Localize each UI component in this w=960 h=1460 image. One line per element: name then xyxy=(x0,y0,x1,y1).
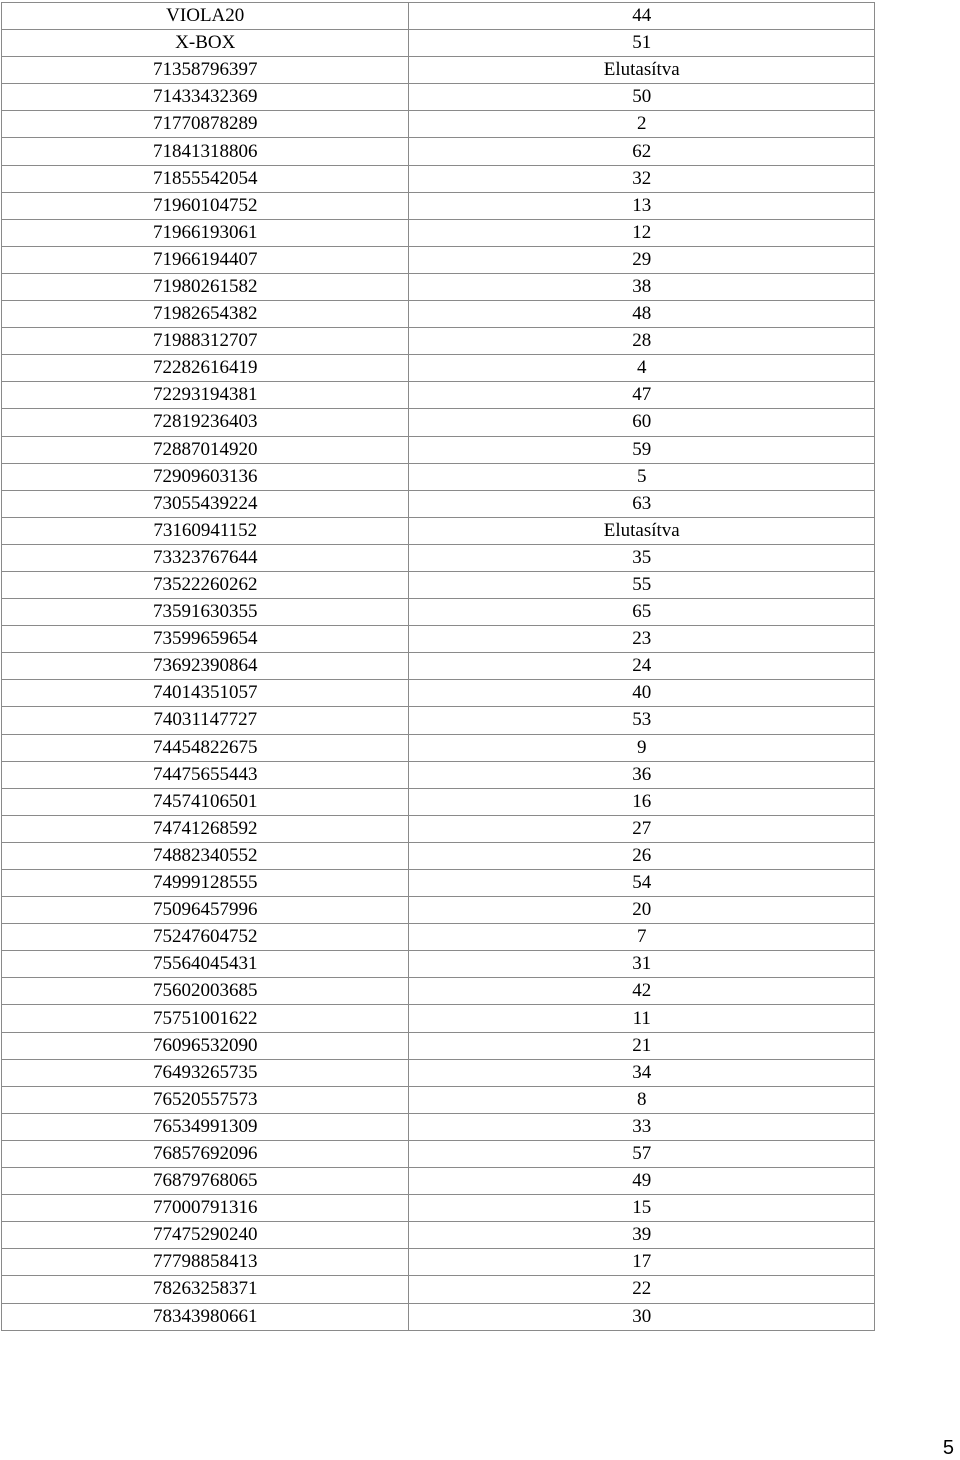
code-cell: 76520557573 xyxy=(2,1086,409,1113)
table-row xyxy=(2,382,875,409)
value-cell: 47 xyxy=(409,382,875,409)
code-cell: 72887014920 xyxy=(2,436,409,463)
table-row xyxy=(2,1168,875,1195)
table-row xyxy=(2,1140,875,1167)
value-cell: 51 xyxy=(409,30,875,57)
value-cell: 54 xyxy=(409,870,875,897)
table-row xyxy=(2,897,875,924)
value-cell: 9 xyxy=(409,734,875,761)
code-cell: 71988312707 xyxy=(2,328,409,355)
value-cell: 57 xyxy=(409,1140,875,1167)
value-cell: 24 xyxy=(409,653,875,680)
code-cell: 75751001622 xyxy=(2,1005,409,1032)
table-row xyxy=(2,653,875,680)
value-cell: 34 xyxy=(409,1059,875,1086)
value-cell: 44 xyxy=(409,3,875,30)
table-row xyxy=(2,626,875,653)
code-cell: 74574106501 xyxy=(2,788,409,815)
value-cell: 22 xyxy=(409,1276,875,1303)
value-cell: 12 xyxy=(409,219,875,246)
value-cell: 26 xyxy=(409,842,875,869)
code-cell: 78343980661 xyxy=(2,1303,409,1330)
table-row xyxy=(2,680,875,707)
code-cell: 71770878289 xyxy=(2,111,409,138)
value-cell: 11 xyxy=(409,1005,875,1032)
table-row xyxy=(2,788,875,815)
table-row xyxy=(2,1086,875,1113)
table-row xyxy=(2,924,875,951)
value-cell: 29 xyxy=(409,246,875,273)
value-cell: 49 xyxy=(409,1168,875,1195)
code-cell: 71980261582 xyxy=(2,273,409,300)
code-cell: 73599659654 xyxy=(2,626,409,653)
table-row xyxy=(2,111,875,138)
data-table xyxy=(1,2,875,1331)
code-cell: 77798858413 xyxy=(2,1249,409,1276)
value-cell: 32 xyxy=(409,165,875,192)
table-row xyxy=(2,463,875,490)
value-cell: 31 xyxy=(409,951,875,978)
table-row xyxy=(2,219,875,246)
value-cell: 48 xyxy=(409,301,875,328)
value-cell: 27 xyxy=(409,815,875,842)
value-cell: 42 xyxy=(409,978,875,1005)
table-row xyxy=(2,273,875,300)
table-row xyxy=(2,84,875,111)
code-cell: 76879768065 xyxy=(2,1168,409,1195)
code-cell: 71841318806 xyxy=(2,138,409,165)
table-row xyxy=(2,409,875,436)
table-row xyxy=(2,138,875,165)
value-cell: 4 xyxy=(409,355,875,382)
code-cell: 73160941152 xyxy=(2,517,409,544)
value-cell: 30 xyxy=(409,1303,875,1330)
code-cell: VIOLA20 xyxy=(2,3,409,30)
table-row xyxy=(2,517,875,544)
code-cell: 77475290240 xyxy=(2,1222,409,1249)
table-row xyxy=(2,1113,875,1140)
value-cell: 16 xyxy=(409,788,875,815)
code-cell: 74475655443 xyxy=(2,761,409,788)
code-cell: 73591630355 xyxy=(2,599,409,626)
value-cell: 17 xyxy=(409,1249,875,1276)
table-row xyxy=(2,165,875,192)
value-cell: 21 xyxy=(409,1032,875,1059)
code-cell: 73055439224 xyxy=(2,490,409,517)
value-cell: 53 xyxy=(409,707,875,734)
table-row xyxy=(2,1222,875,1249)
code-cell: 74031147727 xyxy=(2,707,409,734)
table-row xyxy=(2,870,875,897)
code-cell: 71960104752 xyxy=(2,192,409,219)
table-row xyxy=(2,30,875,57)
code-cell: 74741268592 xyxy=(2,815,409,842)
code-cell: 72282616419 xyxy=(2,355,409,382)
code-cell: 75096457996 xyxy=(2,897,409,924)
code-cell: 72293194381 xyxy=(2,382,409,409)
value-cell: 36 xyxy=(409,761,875,788)
table-row xyxy=(2,1005,875,1032)
table-row xyxy=(2,355,875,382)
table-row xyxy=(2,490,875,517)
value-cell: 50 xyxy=(409,84,875,111)
code-cell: 73323767644 xyxy=(2,544,409,571)
code-cell: 71966193061 xyxy=(2,219,409,246)
code-cell: 71433432369 xyxy=(2,84,409,111)
code-cell: 77000791316 xyxy=(2,1195,409,1222)
code-cell: 75602003685 xyxy=(2,978,409,1005)
table-row xyxy=(2,978,875,1005)
table-row xyxy=(2,951,875,978)
code-cell: 71358796397 xyxy=(2,57,409,84)
value-cell: 8 xyxy=(409,1086,875,1113)
value-cell: 28 xyxy=(409,328,875,355)
value-cell: 2 xyxy=(409,111,875,138)
table-row xyxy=(2,3,875,30)
value-cell: 40 xyxy=(409,680,875,707)
code-cell: 73692390864 xyxy=(2,653,409,680)
table-row xyxy=(2,301,875,328)
value-cell: 39 xyxy=(409,1222,875,1249)
code-cell: 76857692096 xyxy=(2,1140,409,1167)
table-row xyxy=(2,1249,875,1276)
table-body xyxy=(2,3,875,1331)
table-row xyxy=(2,761,875,788)
table-row xyxy=(2,328,875,355)
code-cell: 74454822675 xyxy=(2,734,409,761)
code-cell: 73522260262 xyxy=(2,571,409,598)
value-cell: 13 xyxy=(409,192,875,219)
table-row xyxy=(2,842,875,869)
table-row xyxy=(2,1276,875,1303)
table-row xyxy=(2,1059,875,1086)
table-row xyxy=(2,1303,875,1330)
table-row xyxy=(2,571,875,598)
code-cell: 71982654382 xyxy=(2,301,409,328)
table-row xyxy=(2,734,875,761)
code-cell: 78263258371 xyxy=(2,1276,409,1303)
value-cell: 15 xyxy=(409,1195,875,1222)
table-row xyxy=(2,544,875,571)
value-cell: 65 xyxy=(409,599,875,626)
code-cell: 76534991309 xyxy=(2,1113,409,1140)
code-cell: X-BOX xyxy=(2,30,409,57)
code-cell: 71966194407 xyxy=(2,246,409,273)
value-cell: Elutasítva xyxy=(409,57,875,84)
value-cell: 35 xyxy=(409,544,875,571)
table-row xyxy=(2,1032,875,1059)
code-cell: 76493265735 xyxy=(2,1059,409,1086)
code-cell: 72819236403 xyxy=(2,409,409,436)
table-row xyxy=(2,707,875,734)
table-row xyxy=(2,57,875,84)
value-cell: 38 xyxy=(409,273,875,300)
code-cell: 74882340552 xyxy=(2,842,409,869)
code-cell: 75564045431 xyxy=(2,951,409,978)
code-cell: 71855542054 xyxy=(2,165,409,192)
value-cell: 23 xyxy=(409,626,875,653)
value-cell: 60 xyxy=(409,409,875,436)
value-cell: 55 xyxy=(409,571,875,598)
value-cell: 5 xyxy=(409,463,875,490)
value-cell: 62 xyxy=(409,138,875,165)
table-row xyxy=(2,599,875,626)
value-cell: 7 xyxy=(409,924,875,951)
value-cell: 20 xyxy=(409,897,875,924)
table-row xyxy=(2,1195,875,1222)
code-cell: 76096532090 xyxy=(2,1032,409,1059)
table-row xyxy=(2,436,875,463)
value-cell: Elutasítva xyxy=(409,517,875,544)
table-row xyxy=(2,246,875,273)
code-cell: 75247604752 xyxy=(2,924,409,951)
code-cell: 72909603136 xyxy=(2,463,409,490)
table-row xyxy=(2,815,875,842)
value-cell: 63 xyxy=(409,490,875,517)
code-cell: 74014351057 xyxy=(2,680,409,707)
page-number: 5 xyxy=(942,1437,954,1459)
table-row xyxy=(2,192,875,219)
code-cell: 74999128555 xyxy=(2,870,409,897)
value-cell: 33 xyxy=(409,1113,875,1140)
value-cell: 59 xyxy=(409,436,875,463)
